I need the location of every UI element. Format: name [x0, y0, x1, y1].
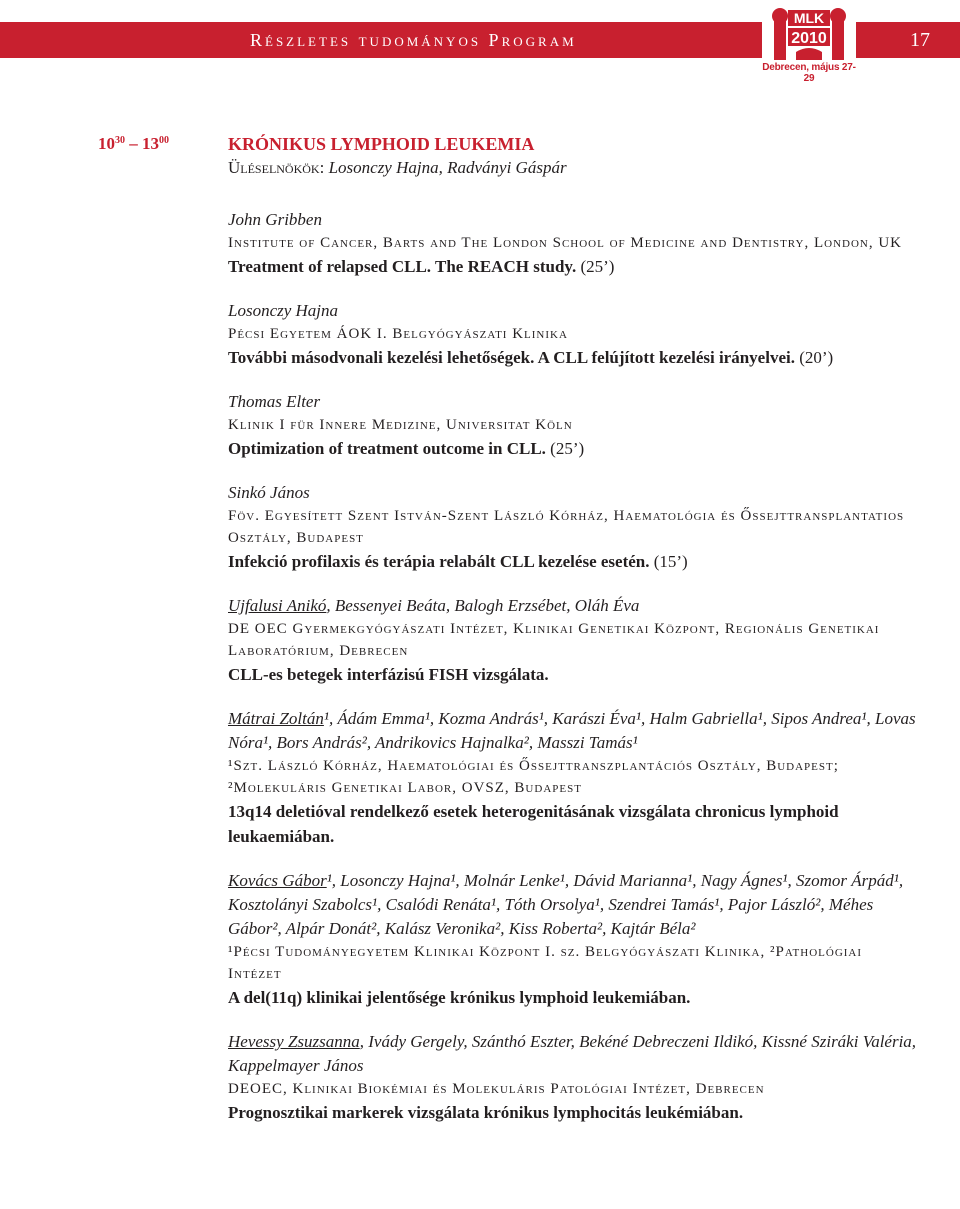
svg-text:MLK: MLK — [793, 10, 825, 26]
session-title: KRÓNIKUS LYMPHOID LEUKEMIA — [228, 134, 535, 154]
co-authors: ¹, Losonczy Hajna¹, Molnár Lenke¹, Dávid Marianna¹, Nagy Ágnes¹, Szomor Árpád¹, Kosztolányi Szabolcs¹, Csalódi Renáta¹, Tóth Orsolya¹, Szendrei Tamás¹, Pajor László², Méhes Gábor², Alpár Donát², Kalász Veronika², Kiss Roberta², Kajtár Béla² — [228, 871, 904, 938]
talk-title: Prognosztikai markerek vizsgálata krónikus lymphocitás leukémiában. — [228, 1103, 744, 1122]
talk-item — [228, 390, 918, 461]
talk-item — [228, 1030, 918, 1125]
talk-title — [228, 436, 918, 461]
talk-title — [228, 254, 918, 279]
talk-authors — [228, 869, 918, 941]
presenting-author: Ujfalusi Anikó — [228, 596, 327, 615]
presenting-author: Mátrai Zoltán — [228, 709, 324, 728]
talk-authors — [228, 594, 918, 618]
talk-title-text: További másodvonali kezelési lehetőségek. A CLL felújított kezelési irányelvei. — [228, 348, 795, 367]
co-authors: , Bessenyei Beáta, Balogh Erzsébet, Oláh Éva — [326, 596, 640, 615]
presenting-author: Kovács Gábor — [228, 871, 327, 890]
talk-authors — [228, 707, 918, 755]
session-chairs — [228, 156, 918, 180]
talk-title — [228, 549, 918, 574]
talk-authors — [228, 1030, 918, 1078]
talk-item — [228, 594, 918, 687]
talk-title-text: Infekció profilaxis és terápia relabált CLL kezelése esetén. — [228, 552, 650, 571]
talk-affiliation: DE OEC Gyermekgyógyászati Intézet, Klinikai Genetikai Központ, Regionális Genetikai Laboratórium, Debrecen — [228, 621, 880, 659]
talk-affiliation: ¹Szt. László Kórház, Haematológiai és Őssejttranszplantációs Osztály, Budapest; ²Molekuláris Genetikai Labor, OVSZ, Budapest — [228, 758, 839, 796]
time-start-minutes: 30 — [115, 135, 125, 146]
time-end: 13 — [142, 134, 159, 153]
talk-item — [228, 299, 918, 370]
talk-authors: Thomas Elter — [228, 392, 321, 411]
talk-affiliation: Föv. Egyesített Szent István-Szent László Kórház, Haematológia és Őssejttransplantatios Osztály, Budapest — [228, 508, 905, 546]
talk-item — [228, 208, 918, 279]
talk-title: A del(11q) klinikai jelentősége krónikus lymphoid leukemiában. — [228, 988, 691, 1007]
talk-authors: Losonczy Hajna — [228, 301, 339, 320]
talk-affiliation: DEOEC, Klinikai Biokémiai és Molekuláris Patológiai Intézet, Debrecen — [228, 1081, 765, 1097]
talk-title: 13q14 deletióval rendelkező esetek heterogenitásának vizsgálata chronicus lymphoid leukaemiában. — [228, 802, 839, 846]
conference-logo — [762, 4, 856, 84]
page-number: 17 — [910, 29, 930, 51]
logo-caption: Debrecen, május 27-29 — [762, 62, 856, 84]
header-title: Részletes tudományos Program — [250, 30, 577, 50]
co-authors: ¹, Ádám Emma¹, Kozma András¹, Karászi Éva¹, Halm Gabriella¹, Sipos Andrea¹, Lovas Nóra¹, Bors András², Andrikovics Hajnalka², Masszi Tamás¹ — [228, 709, 916, 752]
talk-authors: Sinkó János — [228, 483, 310, 502]
talk-affiliation: Institute of Cancer, Barts and The London School of Medicine and Dentistry, London, UK — [228, 235, 903, 251]
talk-duration: (20’) — [799, 348, 834, 367]
logo-emblem-icon — [762, 4, 856, 62]
co-authors: , Ivády Gergely, Szánthó Eszter, Bekéné Debreczeni Ildikó, Kissné Sziráki Valéria, Kappelmayer János — [228, 1032, 917, 1075]
talk-authors: John Gribben — [228, 210, 322, 229]
talk-title-text: Optimization of treatment outcome in CLL. — [228, 439, 546, 458]
time-separator: – — [125, 134, 142, 153]
talk-item — [228, 707, 918, 849]
talk-title — [228, 345, 918, 370]
talk-item — [228, 481, 918, 574]
talk-affiliation: Klinik I für Innere Medizine, Universitat Köln — [228, 417, 573, 433]
presenting-author: Hevessy Zsuzsanna — [228, 1032, 360, 1051]
time-end-minutes: 00 — [159, 135, 169, 146]
talk-duration: (25’) — [580, 257, 615, 276]
talk-affiliation: ¹Pécsi Tudományegyetem Klinikai Központ I. sz. Belgyógyászati Klinika, ²Pathológiai Intézet — [228, 944, 863, 982]
talk-title-text: Treatment of relapsed CLL. The REACH study. — [228, 257, 577, 276]
svg-text:2010: 2010 — [791, 30, 827, 47]
talk-duration: (25’) — [550, 439, 585, 458]
talk-affiliation: Pécsi Egyetem ÁOK I. Belgyógyászati Klinika — [228, 326, 568, 342]
session-content — [228, 132, 918, 1125]
talk-duration: (15’) — [653, 552, 688, 571]
chairs-label: Üléselnökök: — [228, 158, 325, 177]
chairs-names: Losonczy Hajna, Radványi Gáspár — [328, 158, 567, 177]
session-time — [98, 134, 169, 154]
talk-item — [228, 869, 918, 1010]
time-start: 10 — [98, 134, 115, 153]
talk-title: CLL-es betegek interfázisú FISH vizsgálata. — [228, 665, 549, 684]
